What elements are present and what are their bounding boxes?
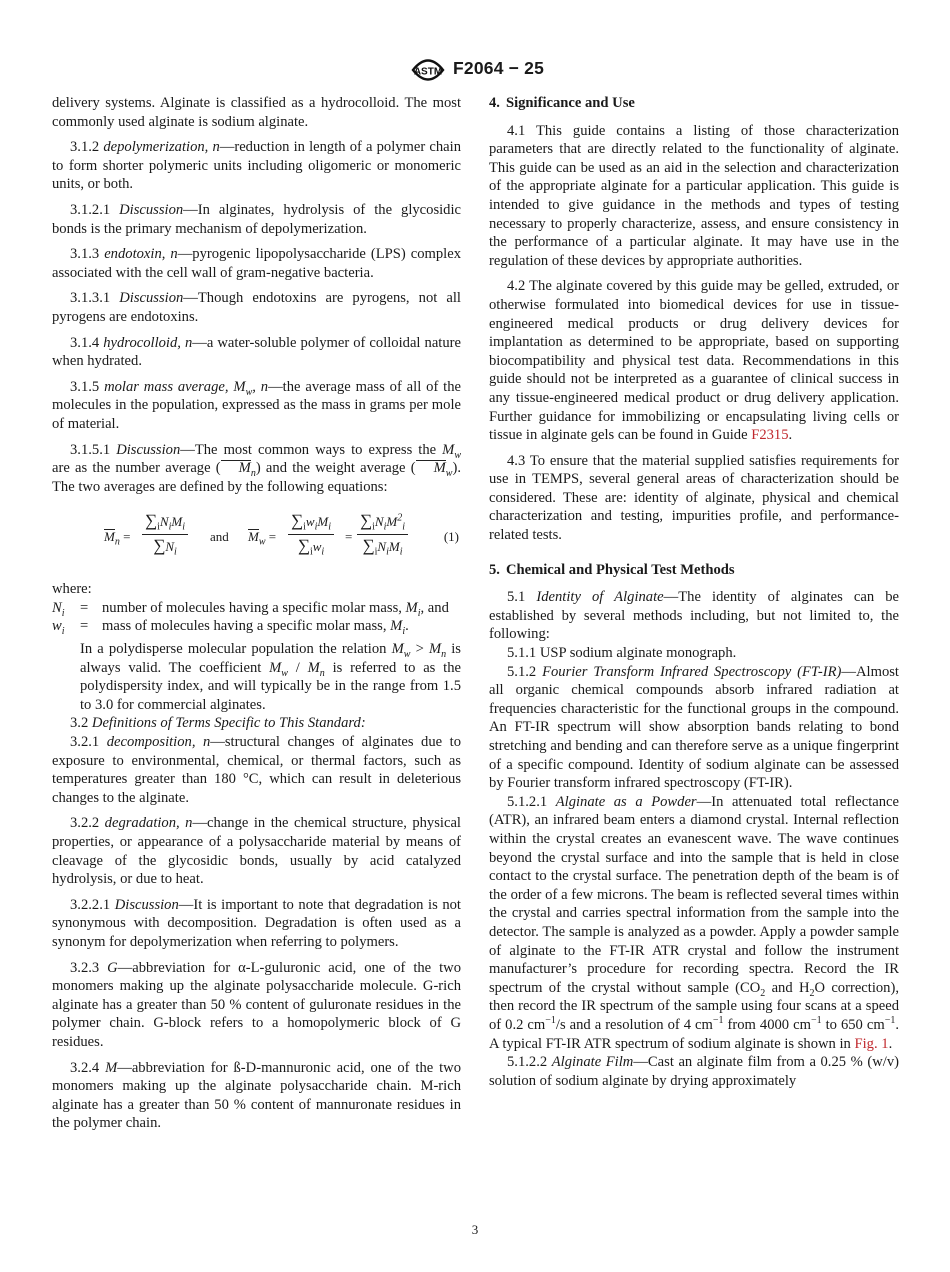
- definition-3-1-2: 3.1.2 depolymerization, n—reduction in length of a polymer chain to form shorter polymeric units including oligomeric or monomeric units, or both.: [52, 139, 461, 193]
- definition-3-1-4: 3.1.4 hydrocolloid, n—a water-soluble polymer of colloidal nature when hydrated.: [52, 334, 461, 370]
- definition-3-2-1: 3.2.1 decomposition, n—structural changes of alginates due to exposure to environmental, chemical, or thermal factors, such as temperatures greater than 180 °C, which can result in deleterious changes to the alginate.: [52, 734, 461, 806]
- paragraph-5-1-2-1: 5.1.2.1 Alginate as a Powder—In attenuated total reflectance (ATR), an infrared beam enters a diamond crystal. Internal reflection within the crystal creates an evanescent wave. The wave continues beyond the crystal surface and into the sample that is held in close contact to the crystal surface. The penetration depth of the beam is of the order of a few microns. The beam is reflected several times within the crystal and carries spectral information from the sample into the detector. The sample is analyzed as a powder. Apply a powder sample of alginate to the FT-IR ATR crystal and follow the instrument manufacturer’s procedure for recording spectra. Record the IR spectrum of the crystal without sample ($CO_2$ and $H_2O$ correction), then record the IR spectrum of the sample using four scans at a speed of 0.2 $cm^{-1}/s$ and a resolution of 4 $cm^{-1}$ from 4000 $cm^{-1}$ to 650 $cm^{-1}$. A typical FT-IR ATR spectrum of sodium alginate is shown in Fig. 1.: [489, 793, 899, 1052]
- section-heading-5: 5. Chemical and Physical Test Methods: [489, 561, 735, 578]
- astm-logo-icon: [409, 55, 447, 85]
- section-3-2: 3.2 Definitions of Terms Specific to This Standard:: [70, 715, 366, 732]
- section-heading-4: 4. Significance and Use: [489, 95, 635, 111]
- definition-3-2-2-1: 3.2.2.1 Discussion—It is important to note that degradation is not synonymous with decomposition. Degradation is often used as a synonym for depolymerization when referring to polymers.: [52, 896, 461, 950]
- paragraph-4-3: 4.3 To ensure that the material supplied satisfies requirements for use in TEMPS, several general areas of characterization should be considered. These are: identity of alginate, physical and chemical characterization and testing, impurities profile, and performance-related tests.: [489, 452, 899, 544]
- definition-3-1-5-1: 3.1.5.1 Discussion—The most common ways to express the $M_w$ are as the number average ( $M_n$) and the weight average ( $M_w$). The two averages are defined by the following equations:: [52, 441, 462, 495]
- where-label: where:: [52, 581, 92, 598]
- definition-3-1-5: 3.1.5 molar mass average, $M_w$, n—the average mass of all of the molecules in the population, expressed as the mass in grams per mole of material.: [52, 378, 462, 432]
- polydispersity-note: In a polydisperse molecular population the relation $M_w > M_n$ is always valid. The coefficient $M_w / M_n$ is referred to as the polydispersity index, and will typically be in the range from 1.5 to 3.0 for commercial alginates.: [80, 641, 461, 713]
- paragraph-5-1-1: 5.1.1 USP sodium alginate monograph.: [507, 645, 737, 662]
- definition-3-2-3: 3.2.3 G—abbreviation for α-L-guluronic acid, one of the two monomers making up the alginate polysaccharide molecule. G-rich alginate has a greater than 50 % content of guluronate residues in the polymer chain. G-block refers to a homopolymeric block of G residues.: [52, 959, 461, 1050]
- figure-1-link[interactable]: Fig. 1: [854, 1035, 889, 1052]
- definition-row: $w_i$ = mass of molecules having a specific molar mass, $M_i$.: [52, 618, 409, 638]
- definition-3-2-2: 3.2.2 degradation, n—change in the chemical structure, physical properties, or appearance of a polysaccharide material by means of cleavage of the glycosidic bonds, usually by acid catalyzed hydrolysis, or due to heat.: [52, 815, 461, 888]
- paragraph-5-1: 5.1 Identity of Alginate—The identity of alginates can be established by several methods including, but not limited to, the following:: [489, 589, 900, 643]
- definition-3-2-4: 3.2.4 M—abbreviation for ß-D-mannuronic acid, one of the two monomers making up the alginate polysaccharide chain. M-rich alginate has a greater than 50 % content of mannuronate residues in the polymer chain.: [52, 1059, 461, 1132]
- left-column: [52, 94, 461, 1140]
- page-number: 3: [471, 1222, 479, 1237]
- definition-3-1-2-1: 3.1.2.1 Discussion—In alginates, hydrolysis of the glycosidic bonds is the primary mechanism of depolymerization.: [52, 201, 462, 237]
- paragraph-4-1: 4.1 This guide contains a listing of those characterization parameters that are directly related to the functionality of alginate. This guide can be used as an aid in the selection and characterization of the appropriate alginate for a particular application. This guide is intended to give guidance in the methods and types of testing necessary to properly characterize, assess, and ensure consistency in the performance of a particular alginate. It may have use in the regulation of these devices by appropriate authorities.: [489, 122, 899, 269]
- paragraph-5-1-2-2: 5.1.2.2 Alginate Film—Cast an alginate film from a 0.25 % (w/v) solution of sodium alginate by drying approximately: [489, 1054, 899, 1089]
- svg-text:ASTM: ASTM: [413, 66, 443, 78]
- definition-3-1-3-1: 3.1.3.1 Discussion—Though endotoxins are pyrogens, not all pyrogens are endotoxins.: [52, 290, 461, 325]
- right-column: [489, 94, 899, 1090]
- paragraph: delivery systems. Alginate is classified as a hydrocolloid. The most commonly used alginate is sodium alginate.: [52, 95, 461, 130]
- guide-f2315-link[interactable]: F2315: [751, 427, 789, 444]
- document-id: F2064 − 25: [453, 58, 545, 78]
- definition-3-1-3: 3.1.3 endotoxin, n—pyrogenic lipopolysaccharide (LPS) complex associated with the cell wall of gram-negative bacteria.: [52, 246, 461, 281]
- definition-row: $N_i$ = number of molecules having a specific molar mass, $M_i$, and: [52, 599, 449, 619]
- paragraph-4-2: 4.2 The alginate covered by this guide may be gelled, extruded, or otherwise formulated into biomedical devices for use in tissue-engineered medical products or drug delivery devices for implantation as determined to be appropriate, based on supporting biocompatibility and physical test data. Recommendations in this guide should not be interpreted as a guarantee of clinical success in any tissue-engineered medical product or drug delivery application. Further guidance for immobilizing or encapsulating living cells or tissue in alginate gels can be found in Guide F2315.: [489, 278, 899, 444]
- page-header: [0, 52, 950, 88]
- symbol-definitions: [52, 580, 461, 636]
- equation-1: $M_n$ = $\frac{\sum_iN_iM_i}{\sum N_i}$ and $M_w$ = $\frac{\sum_iw_iM_i}{\sum_iw_i}$ = $\frac{\sum_iN_iM^2_i}{\sum_iN_iM_i}$ (1): [104, 511, 459, 558]
- paragraph-5-1-2: 5.1.2 Fourier Transform Infrared Spectroscopy (FT-IR)—Almost all organic chemical compounds absorb infrared radiation at frequencies characteristic for the functional groups in the compound. An FT-IR spectrum will show absorption bands relating to bond stretching and bending and can therefore serve as a unique fingerprint of a specific compound. Identity of sodium alginate can be assessed by Fourier transform infrared spectroscopy (FT-IR).: [489, 663, 899, 792]
- equation-number: (1): [443, 529, 459, 545]
